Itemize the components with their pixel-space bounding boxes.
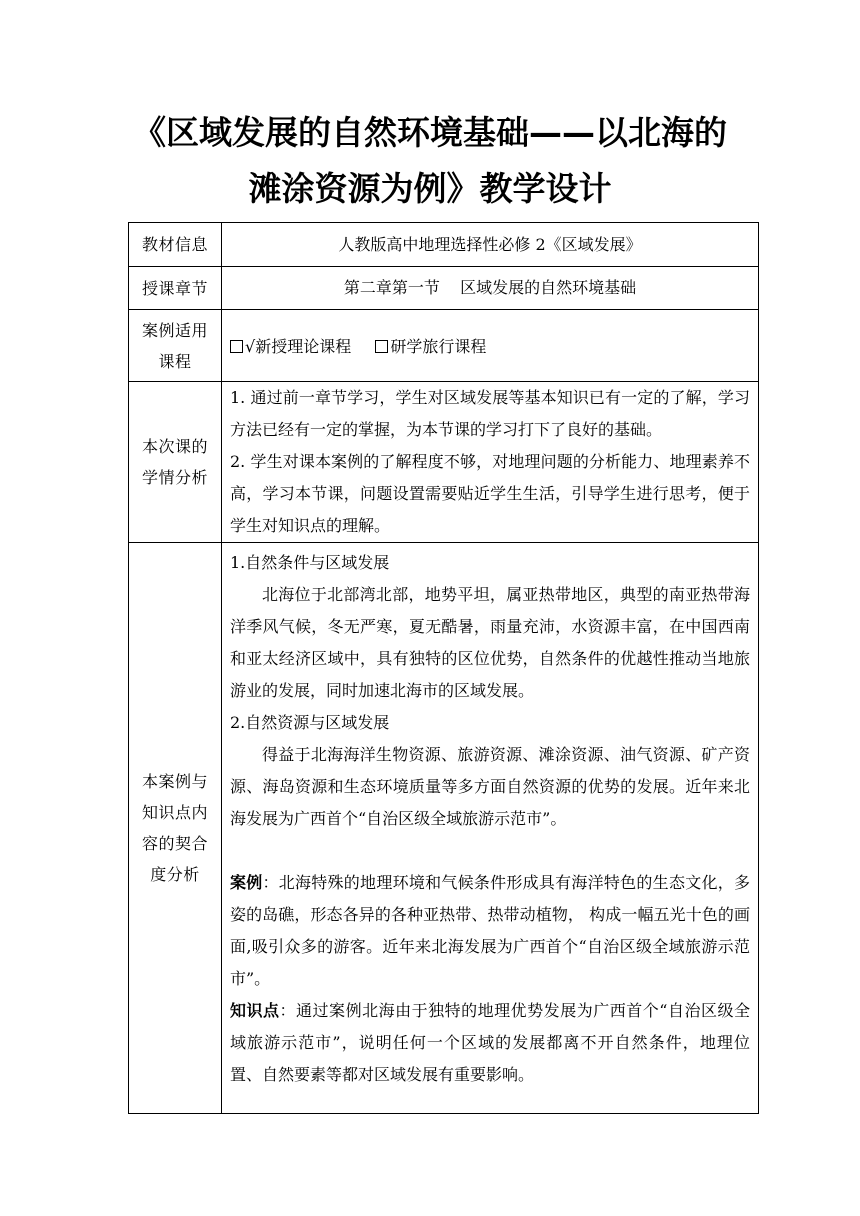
knowledge-text: ：通过案例北海由于独特的地理优势发展为广西首个“自治区级全域旅游示范市”，说明任何一个区域的发展都离不开自然条件，地理位置、自然要素等都对区域发展有重要影响。 xyxy=(230,1001,750,1084)
document-title-line-1: 《区域发展的自然环境基础——以北海的 xyxy=(133,113,727,152)
checkbox-new-theory-course[interactable] xyxy=(230,340,243,353)
label-course-type xyxy=(129,310,222,382)
option-new-theory-course: √新授理论课程 xyxy=(245,337,352,356)
case-paragraph xyxy=(230,867,750,995)
label-course-type-line2: 课程 xyxy=(158,351,192,371)
lesson-info-table xyxy=(128,222,759,1114)
label-case-fit-line4: 度分析 xyxy=(150,865,200,884)
label-textbook-info: 教材信息 xyxy=(129,223,222,267)
heading-natural-conditions: 1.自然条件与区域发展 xyxy=(230,553,390,572)
checkbox-study-tour-course[interactable] xyxy=(375,340,388,353)
row-case-fit-analysis xyxy=(129,543,759,1114)
value-chapter: 第二章第一节 区域发展的自然环境基础 xyxy=(222,267,759,310)
label-case-fit-line1: 本案例与 xyxy=(141,772,208,791)
student-analysis-point-1: 1. 通过前一章节学习，学生对区域发展等基本知识已有一定的了解，学习方法已经有一定的掌握，为本节课的学习打下了良好的基础。 xyxy=(230,388,750,439)
label-chapter: 授课章节 xyxy=(129,267,222,310)
student-analysis-point-2: 2. 学生对课本案例的了解程度不够，对地理问题的分析能力、地理素养不高，学习本节课，问题设置需要贴近学生生活，引导学生进行思考，便于学生对知识点的理解。 xyxy=(230,452,750,535)
value-case-fit-analysis xyxy=(222,543,759,1114)
value-student-analysis xyxy=(222,382,759,543)
case-label: 案例 xyxy=(230,873,263,892)
label-case-fit-line2: 知识点内 xyxy=(141,803,208,822)
label-course-type-line1: 案例适用 xyxy=(141,320,208,340)
value-course-type xyxy=(222,310,759,382)
row-student-analysis xyxy=(129,382,759,543)
body-natural-conditions: 北海位于北部湾北部，地势平坦，属亚热带地区，典型的南亚热带海洋季风气候，冬无严寒，夏无酷暑，雨量充沛，水资源丰富，在中国西南和亚太经济区域中，具有独特的区位优势，自然条件的优越性推动当地旅游业的发展，同时加速北海市的区域发展。 xyxy=(230,585,750,700)
knowledge-paragraph xyxy=(230,995,750,1091)
option-study-tour-course: 研学旅行课程 xyxy=(390,337,487,356)
label-case-fit-line3: 容的契合 xyxy=(141,834,208,853)
body-natural-resources: 得益于北海海洋生物资源、旅游资源、滩涂资源、油气资源、矿产资源、海岛资源和生态环境质量等多方面自然资源的优势的发展。近年来北海发展为广西首个“自治区级全域旅游示范市”。 xyxy=(230,745,750,828)
blank-line xyxy=(230,835,750,867)
heading-natural-resources: 2.自然资源与区域发展 xyxy=(230,713,390,732)
row-course-type xyxy=(129,310,759,382)
label-case-fit-analysis xyxy=(129,543,222,1114)
label-student-analysis-line1: 本次课的 xyxy=(141,437,208,456)
label-student-analysis-line2: 学情分析 xyxy=(141,468,208,487)
row-chapter xyxy=(129,267,759,310)
label-student-analysis xyxy=(129,382,222,543)
knowledge-label: 知识点 xyxy=(230,1001,280,1020)
case-text: ：北海特殊的地理环境和气候条件形成具有海洋特色的生态文化，多姿的岛礁，形态各异的各种亚热带、热带动植物， 构成一幅五光十色的画面,吸引众多的游客。近年来北海发展为广西首个“自治区级全域旅游示范市”。 xyxy=(230,873,750,988)
document-title-line-2: 滩涂资源为例》教学设计 xyxy=(248,169,612,208)
row-textbook-info xyxy=(129,223,759,267)
value-textbook-info: 人教版高中地理选择性必修 2《区域发展》 xyxy=(222,223,759,267)
